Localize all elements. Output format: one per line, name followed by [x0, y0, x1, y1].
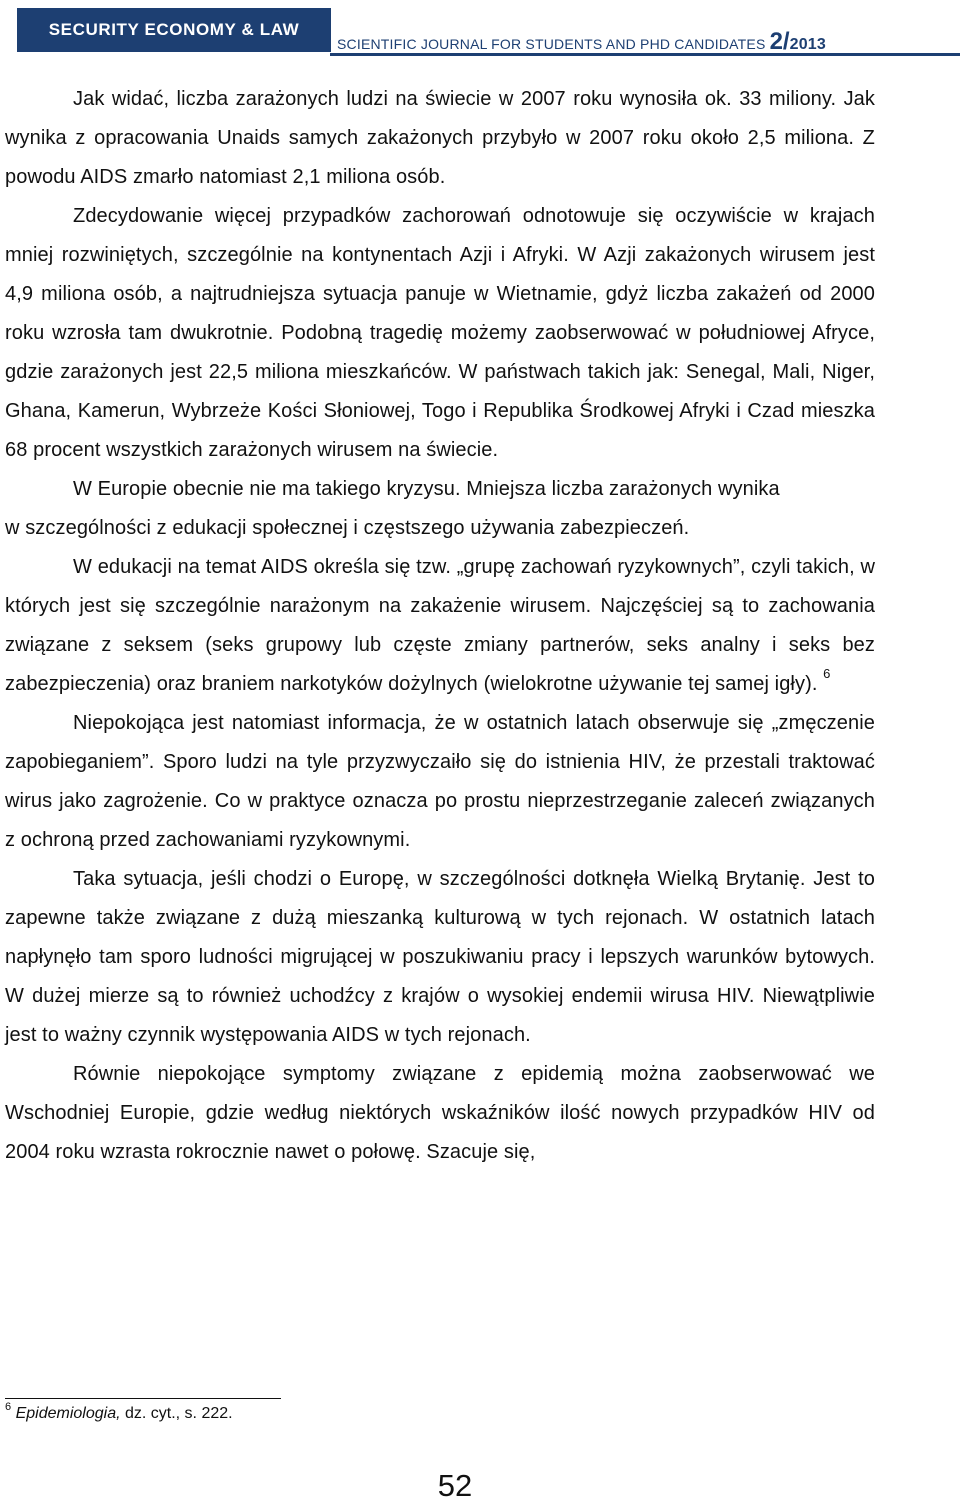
paragraph: Równie niepokojące symptomy związane z epidemią można zaobserwować we Wschodniej Europie, gdzie według niektórych wskaźników ilość nowych przypadków HIV od 2004 roku wzrasta rokrocznie nawet o połowę. Szacuje się,	[5, 1063, 875, 1163]
paragraph: Niepokojąca jest natomiast informacja, że w ostatnich latach obserwuje się „zmęczenie zapobieganiem”. Sporo ludzi na tyle przyzwyczaiło się do istnienia HIV, że przestali traktować wirus jako zagrożenie. Co w praktyce oznacza po prostu nieprzestrzeganie zaleceń związanych z ochroną przed zachowaniami ryzykownymi.	[5, 712, 875, 851]
page-header	[0, 0, 960, 62]
paragraph: Jak widać, liczba zarażonych ludzi na świecie w 2007 roku wynosiła ok. 33 miliony. Jak wynika z opracowania Unaids samych zakażonych przybyło w 2007 roku około 2,5 miliona. Z powodu AIDS zmarło natomiast 2,1 miliona osób.	[5, 88, 875, 188]
paragraph	[5, 548, 875, 704]
journal-title-line	[337, 28, 826, 56]
footnote-reference[interactable]: 6	[823, 666, 831, 682]
issue-year: 2013	[789, 36, 826, 53]
paragraph-text: W edukacji na temat AIDS określa się tzw. „grupę zachowań ryzykownych”, czyli takich, w których jest się szczególnie narażonym na zakażenie wirusem. Najczęściej są to zachowania związane z seksem (seks grupowy lub częste zmiany partnerów, seks analny i seks bez zabezpieczenia) oraz braniem narkotyków dożylnych (wielokrotne używanie tej samej igły).	[5, 556, 875, 695]
paragraph: W Europie obecnie nie ma takiego kryzysu. Mniejsza liczba zarażonych wynika	[73, 478, 780, 500]
footnote-citation: dz. cyt., s. 222.	[120, 1405, 233, 1422]
footnote-title: Epidemiologia,	[15, 1405, 121, 1422]
journal-logo: SECURITY ECONOMY & LAW	[17, 8, 331, 52]
issue-number: 2/	[769, 28, 790, 55]
paragraph: Zdecydowanie więcej przypadków zachorowań odnotowuje się oczywiście w krajach mniej rozwiniętych, szczególnie na kontynentach Azji i Afryki. W Azji zakażonych wirusem jest 4,9 miliona osób, a najtrudniejsza sytuacja panuje w Wietnamie, gdyż liczba zakażeń od 2000 roku wzrosła tam dwukrotnie. Podobną tragedię możemy zaobserwować w południowej Afryce, gdzie zarażonych jest 22,5 miliona mieszkańców. W państwach takich jak: Senegal, Mali, Niger, Ghana, Kamerun, Wybrzeże Kości Słoniowej, Togo i Republika Środkowej Afryki i Czad mieszka 68 procent wszystkich zarażonych wirusem na świecie.	[5, 205, 875, 461]
paragraph: Taka sytuacja, jeśli chodzi o Europę, w szczególności dotknęła Wielką Brytanię. Jest to zapewne także związane z dużą mieszanką kulturową w tych rejonach. W ostatnich latach napłynęło tam sporo ludności migrującej w poszukiwaniu pracy i lepszych warunków bytowych. W dużej mierze są to również uchodźcy z krajów o wysokiej endemii wirusa HIV. Niewątpliwie jest to ważny czynnik występowania AIDS w tych rejonach.	[5, 868, 875, 1046]
journal-title: SCIENTIFIC JOURNAL FOR STUDENTS AND PHD CANDIDATES	[337, 36, 766, 52]
article-body	[5, 80, 875, 1172]
footnote	[5, 1400, 233, 1424]
page-number: 52	[437, 1468, 473, 1503]
paragraph-continuation: w szczególności z edukacji społecznej i częstszego używania zabezpieczeń.	[5, 517, 690, 539]
footnote-separator	[5, 1398, 281, 1399]
footnote-number: 6	[5, 1400, 12, 1413]
